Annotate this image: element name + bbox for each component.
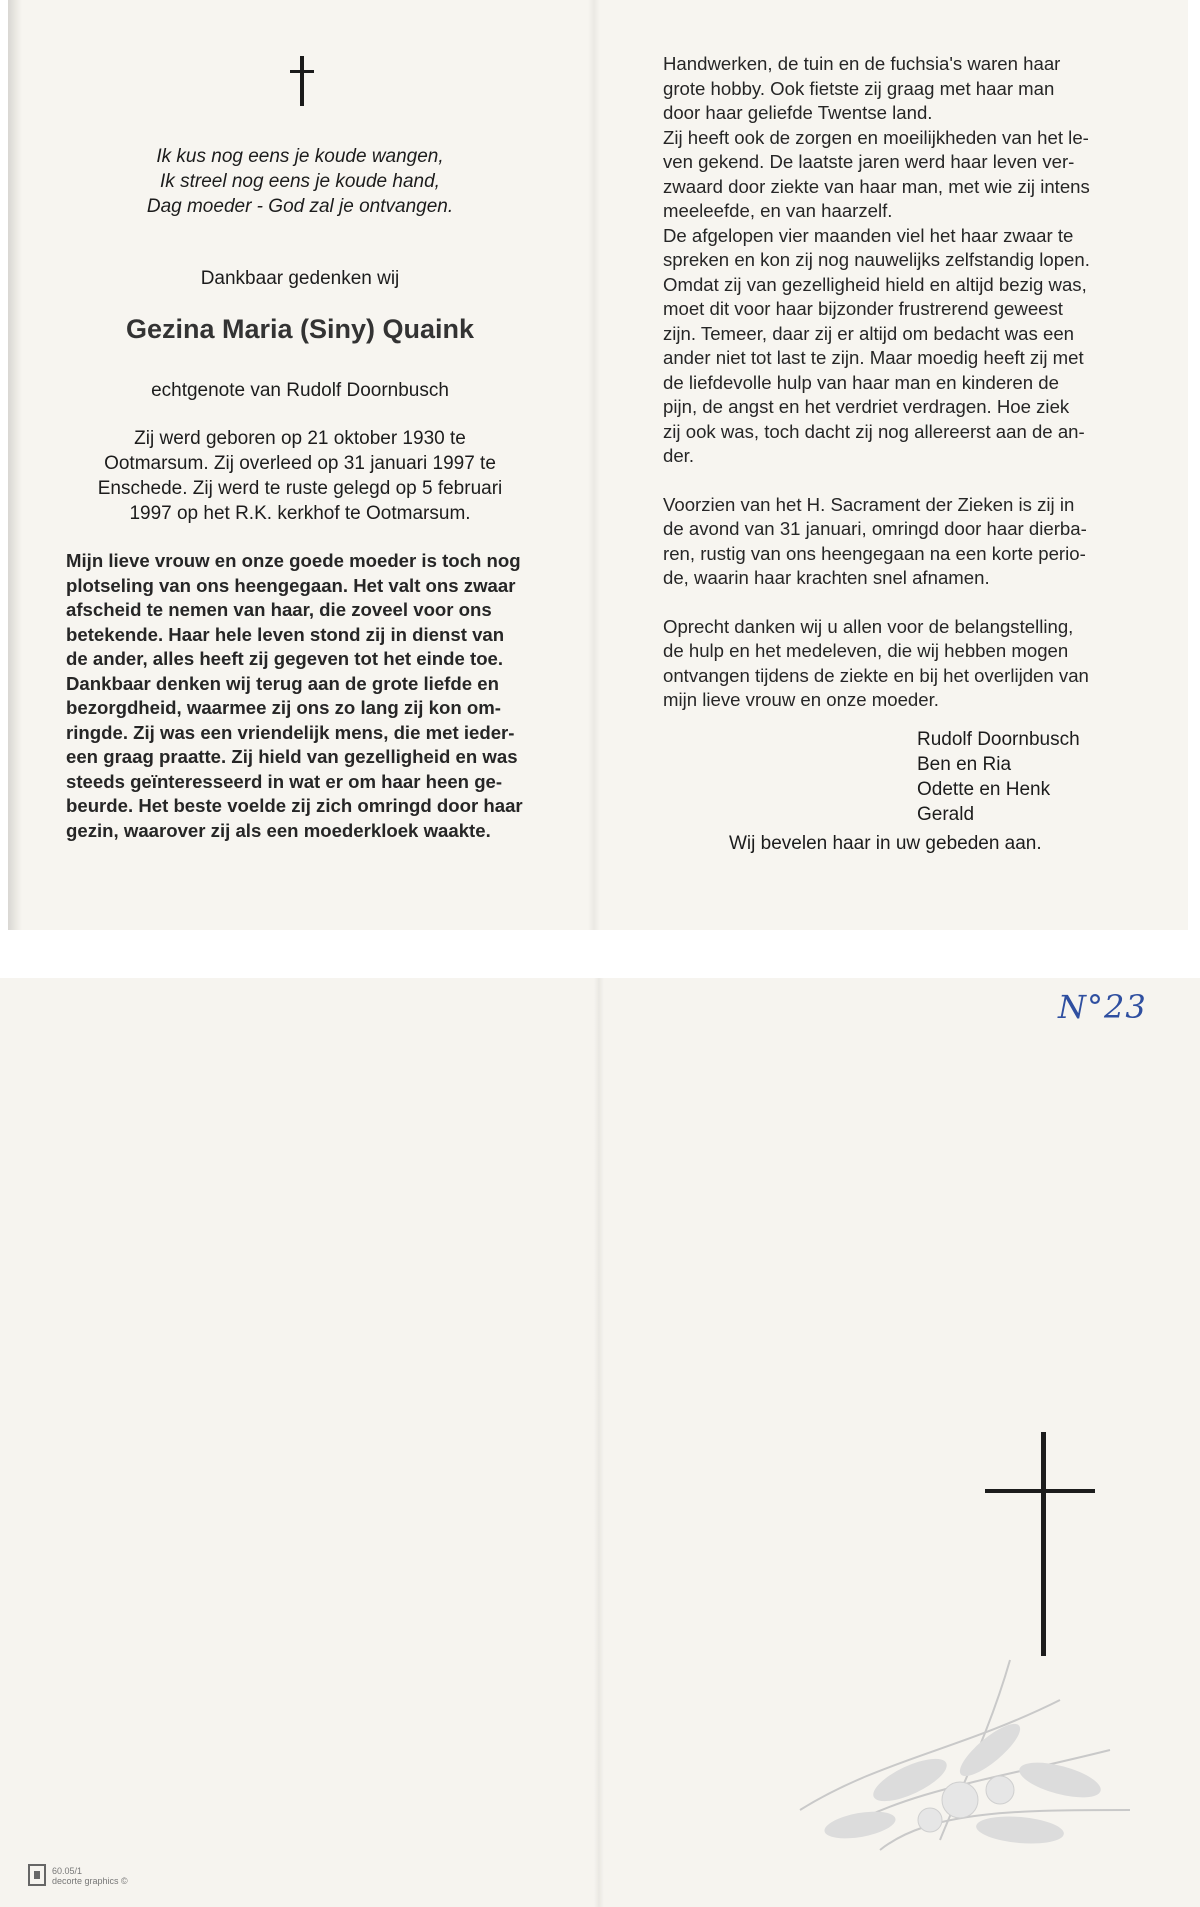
text-line: betekende. Haar hele leven stond zij in dienst van — [66, 623, 505, 645]
poem — [64, 144, 536, 219]
imprint-code: 60.05/1 — [52, 1866, 83, 1876]
text-line: steeds geïnteresseerd in wat er om haar heen ge- — [66, 770, 503, 792]
poem-line: Dag moeder - God zal je ontvangen. — [146, 196, 454, 217]
imprint-publisher: decorte graphics © — [52, 1876, 128, 1886]
text-line: zijn. Temeer, daar zij er altijd om bedacht was een — [663, 322, 1074, 344]
card-edge-shadow — [8, 0, 22, 930]
signer-name: Gerald — [917, 804, 975, 825]
closing-line: Wij bevelen haar in uw gebeden aan. — [729, 833, 1042, 854]
text-line: Mijn lieve vrouw en onze goede moeder is toch nog — [66, 550, 521, 571]
floral-illustration — [760, 1640, 1150, 1870]
card-fold-line — [594, 978, 604, 1907]
deceased-name: Gezina Maria (Siny) Quaink — [125, 314, 475, 344]
poem-line: Ik kus nog eens je koude wangen, — [156, 146, 444, 167]
handwritten-number: N°23 — [1058, 988, 1147, 1026]
dates-line: 1997 op het R.K. kerkhof te Ootmarsum. — [129, 503, 471, 524]
signer-name: Odette en Henk — [917, 779, 1051, 800]
right-paragraph-2 — [663, 493, 1141, 591]
intro-text: Dankbaar gedenken wij — [200, 268, 400, 289]
text-line: Zij heeft ook de zorgen en moeilijkheden van het le- — [663, 126, 1089, 148]
text-line: mijn lieve vrouw en onze moeder. — [663, 689, 939, 710]
left-paragraph — [66, 549, 540, 843]
text-line: Handwerken, de tuin en de fuchsia's waren haar — [663, 53, 1061, 74]
signer-name: Ben en Ria — [917, 754, 1012, 775]
text-line: Omdat zij van gezelligheid hield en altijd bezig was, — [663, 273, 1087, 295]
text-line: pijn, de angst en het verdriet verdragen. Hoe ziek — [663, 396, 1070, 417]
cross-icon — [288, 56, 316, 106]
dates-line: Ootmarsum. Zij overleed op 31 januari 1997 te — [104, 453, 496, 474]
text-line: de hulp en het medeleven, die wij hebben mogen — [663, 640, 1069, 661]
cross-icon — [985, 1432, 1095, 1656]
right-column — [663, 52, 1141, 713]
text-line: een graag praatte. Zij hield van gezelligheid en was — [66, 746, 518, 767]
text-line: Dankbaar denken wij terug aan de grote liefde en — [66, 672, 499, 694]
right-paragraph-3 — [663, 615, 1141, 713]
text-line: De afgelopen vier maanden viel het haar zwaar te — [663, 224, 1074, 246]
card-fold-line — [588, 0, 600, 930]
text-line: ven gekend. De laatste jaren werd haar leven ver- — [663, 151, 1075, 172]
text-line: der. — [663, 445, 695, 466]
right-paragraph-1 — [663, 52, 1141, 469]
text-line: afscheid te nemen van haar, die zoveel voor ons — [66, 599, 492, 620]
text-line: beurde. Het beste voelde zij zich omringd door haar — [66, 795, 523, 816]
text-line: spreken en kon zij nog nauwelijks zelfstandig lopen. — [663, 249, 1090, 270]
text-line: plotseling van ons heengegaan. Het valt ons zwaar — [66, 574, 516, 596]
text-line: moet dit voor haar bijzonder frustrerend geweest — [663, 298, 1063, 319]
spouse-line: echtgenote van Rudolf Doornbusch — [151, 380, 449, 401]
text-line: Oprecht danken wij u allen voor de belangstelling, — [663, 615, 1074, 637]
life-dates — [64, 426, 536, 526]
text-line: Voorzien van het H. Sacrament der Zieken is zij in — [663, 493, 1075, 515]
text-line: ontvangen tijdens de ziekte en bij het overlijden van — [663, 664, 1089, 686]
text-line: zwaard door ziekte van haar man, met wie zij intens — [663, 175, 1090, 197]
signer-name: Rudolf Doornbusch — [917, 729, 1080, 750]
dates-line: Enschede. Zij werd te ruste gelegd op 5 februari — [97, 478, 503, 499]
text-line: ander niet tot last te zijn. Maar moedig heeft zij met — [663, 347, 1084, 368]
imprint-text — [52, 1866, 128, 1886]
poem-line: Ik streel nog eens je koude hand, — [160, 171, 440, 192]
text-line: de avond van 31 januari, omringd door haar dierba- — [663, 518, 1087, 539]
text-line: ren, rustig van ons heengegaan na een korte perio- — [663, 542, 1086, 564]
text-line: ringde. Zij was een vriendelijk mens, die met ieder- — [66, 721, 515, 743]
dates-line: Zij werd geboren op 21 oktober 1930 te — [134, 428, 466, 449]
text-line: bezorgdheid, waarmee zij ons zo lang zij kon om- — [66, 697, 501, 718]
publisher-logo-icon — [28, 1864, 46, 1886]
text-line: grote hobby. Ook fietste zij graag met haar man — [663, 77, 1055, 99]
signers — [917, 727, 1080, 827]
text-line: de liefdevolle hulp van haar man en kinderen de — [663, 371, 1059, 393]
text-line: door haar geliefde Twentse land. — [663, 102, 933, 123]
text-line: meeleefde, en van haarzelf. — [663, 200, 893, 221]
text-line: de, waarin haar krachten snel afnamen. — [663, 567, 990, 588]
text-line: zij ook was, toch dacht zij nog allereerst aan de an- — [663, 420, 1085, 442]
text-line: de ander, alles heeft zij gegeven tot het einde toe. — [66, 648, 504, 669]
text-line: gezin, waarover zij als een moederkloek waakte. — [66, 819, 491, 841]
